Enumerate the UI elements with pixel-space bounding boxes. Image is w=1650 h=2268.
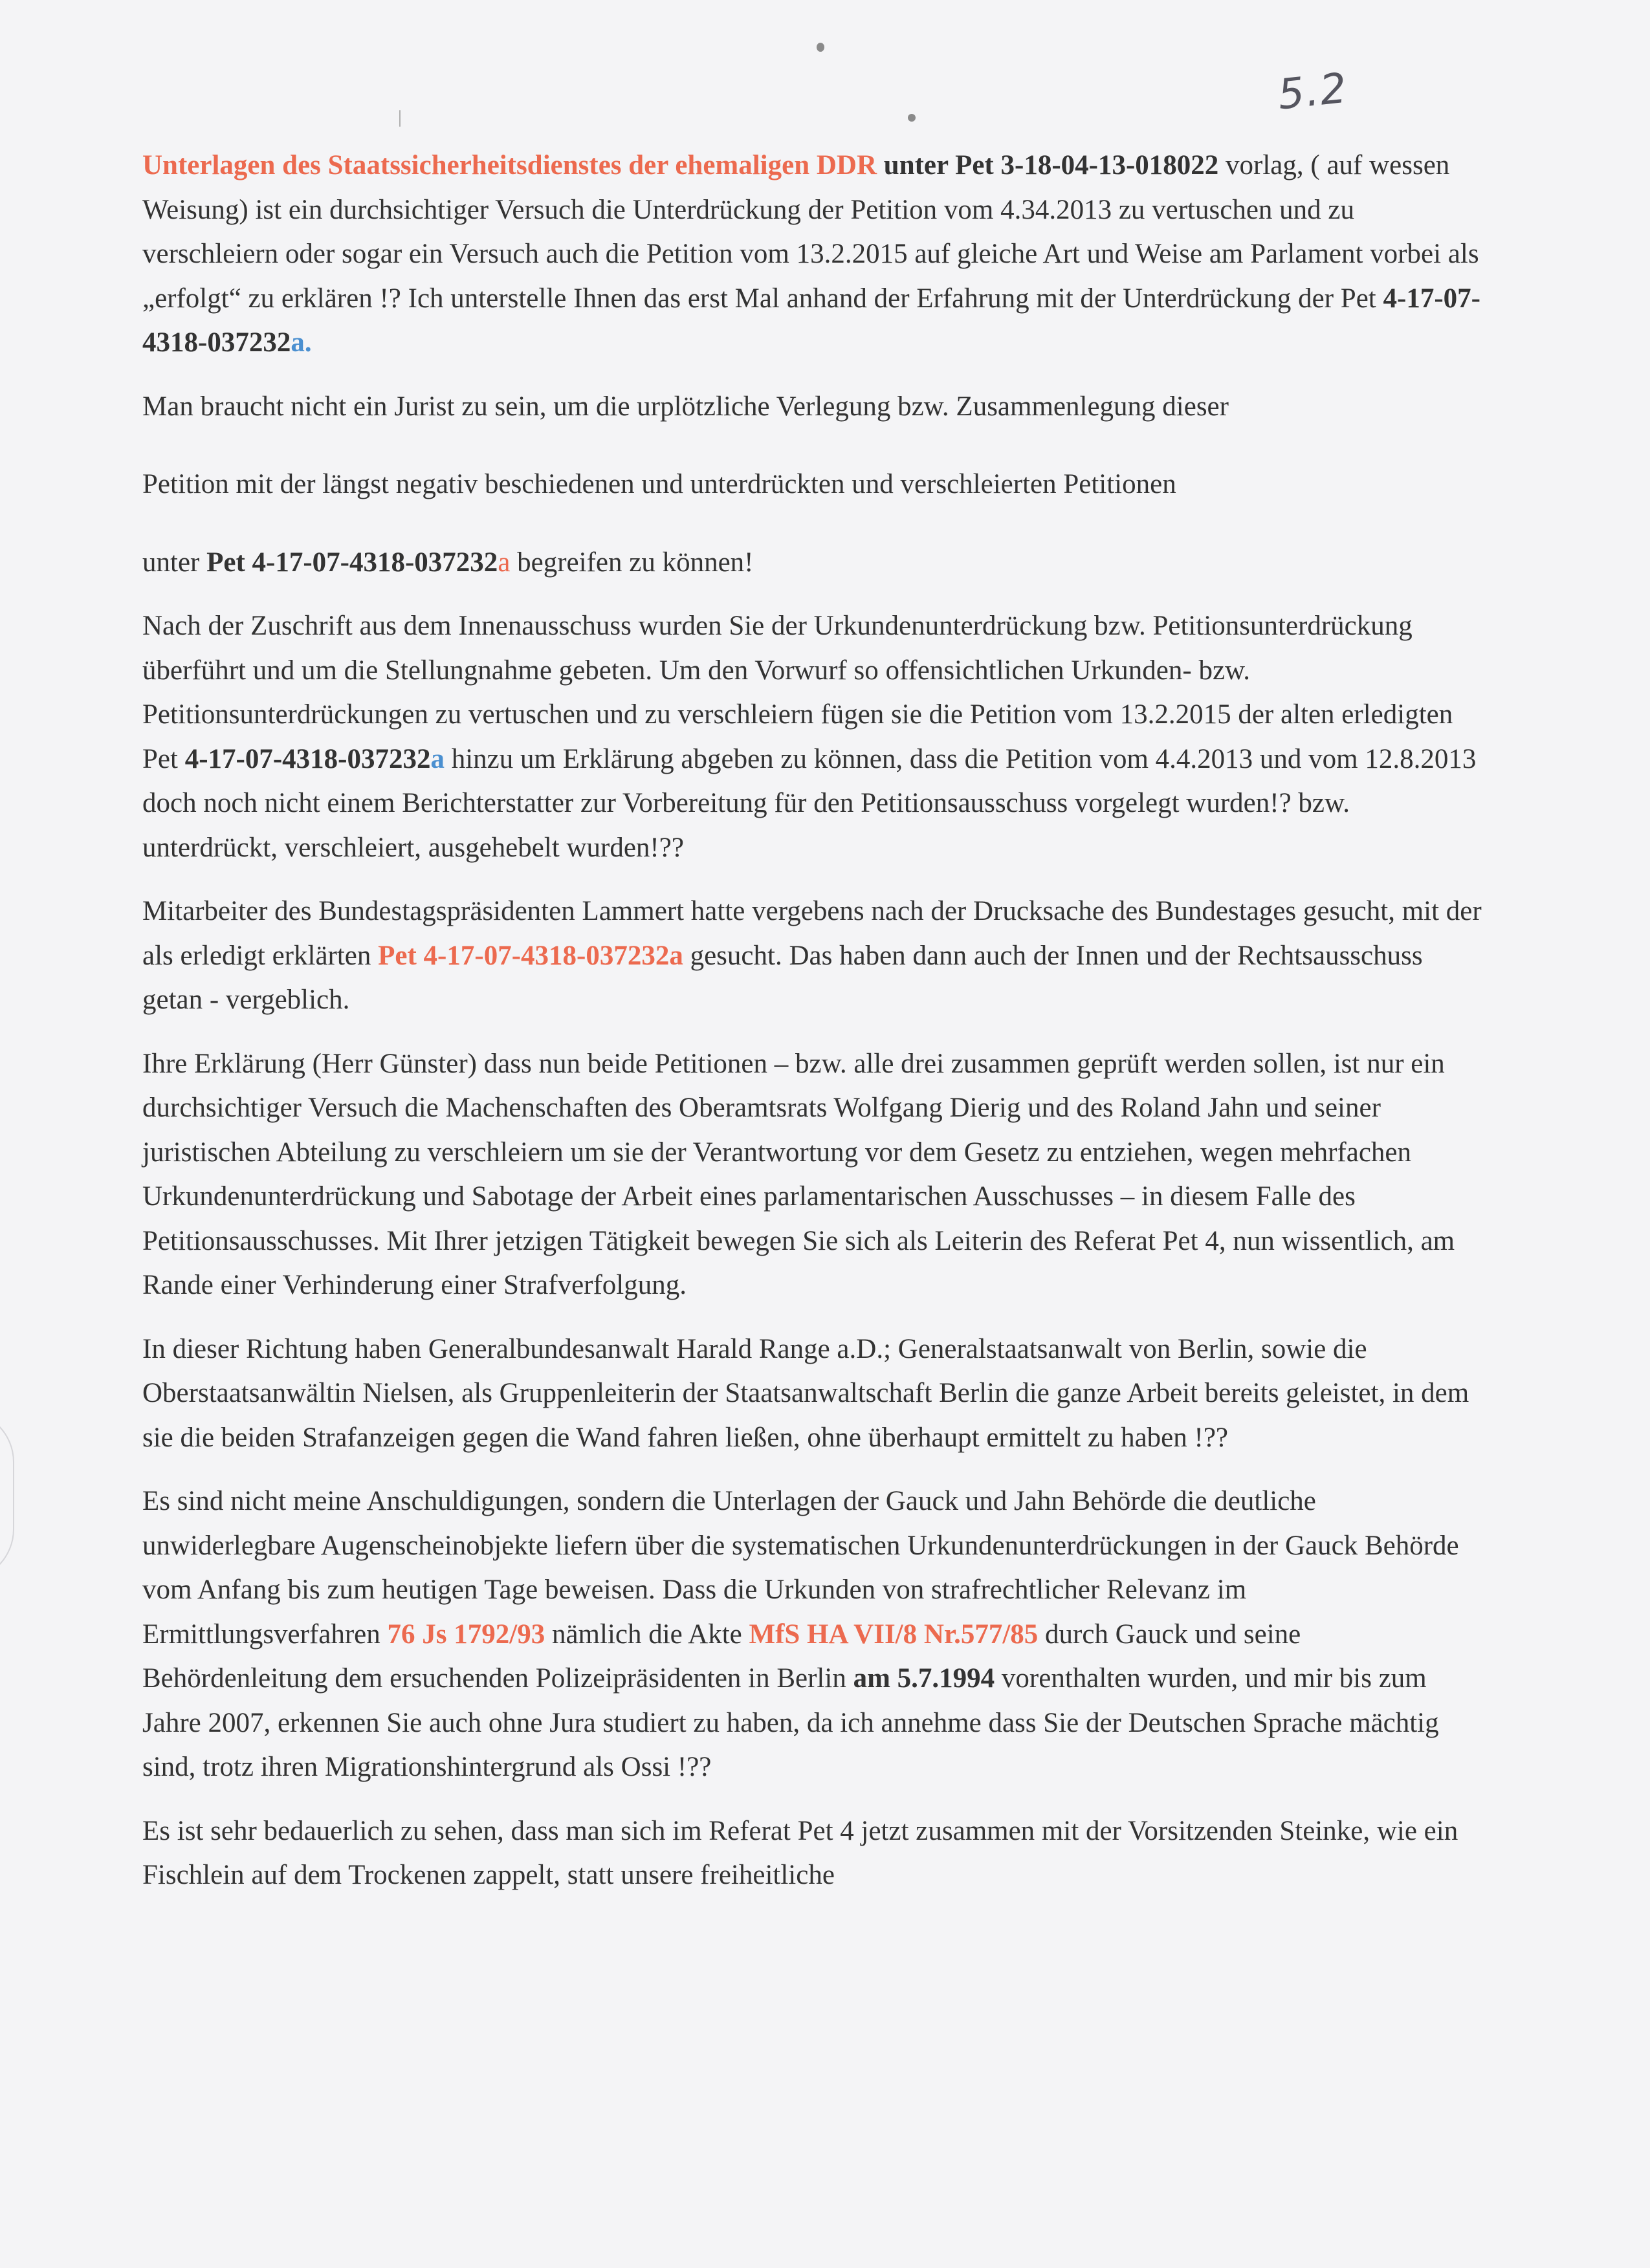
petition-number: Pet 4-17-07-4318-037232 <box>206 547 498 578</box>
paragraph-3: Petition mit der längst negativ beschiedenen und unterdrückten und verschleierten Petitionen <box>142 469 1176 499</box>
petition-number-highlight: Pet 4-17-07-4318-037232a <box>378 940 683 971</box>
paragraph-4 <box>142 541 1488 585</box>
letter-body <box>142 144 1488 1917</box>
highlighted-heading: Unterlagen des Staatssicherheitsdienstes der ehemaligen DDR <box>142 150 877 180</box>
petition-number: unter Pet 3-18-04-13-018022 <box>877 150 1219 180</box>
text-run: Es sind nicht meine Anschuldigungen, sondern die Unterlagen der Gauck und Jahn Behörde die deutliche unwiderlegbare Augenscheinobjekte liefern über die systematischen Urkundenunterdrückungen in der Gauck Behörde vom Anfang bis zum heutigen Tage beweisen. Dass die Urkunden von strafrechtlicher Relevanz im Ermittlungsverfahren <box>142 1486 1459 1650</box>
text-run: Nach der Zuschrift aus dem Innenausschuss wurden Sie der Urkundenunterdrückung bzw. Petitionsunterdrückung überführt und um die Stellungnahme gebeten. Um den Vorwurf so offensichtlichen Urkunden- bzw. Petitionsunterdrückungen zu vertuschen und zu verschleiern fügen sie die Petition vom 13.2.2015 der alten erledigten Pet <box>142 611 1453 774</box>
file-reference: MfS HA VII/8 Nr.577/85 <box>749 1619 1039 1650</box>
text-run: Mitarbeiter des Bundestagspräsidenten Lammert hatte vergebens nach der Drucksache des Bundestages gesucht, mit der als erledigt erklärten <box>142 896 1482 971</box>
text-run: gesucht. Das haben dann auch der Innen und der Rechtsausschuss getan - vergeblich. <box>142 940 1423 1015</box>
petition-suffix: a. <box>291 327 312 358</box>
case-number: 76 Js 1792/93 <box>387 1619 545 1650</box>
paragraph-5 <box>142 604 1488 870</box>
scan-edge-artifact <box>0 1410 14 1581</box>
petition-number: 4-17-07-4318-037232 <box>184 743 431 774</box>
scan-speck <box>908 114 916 122</box>
text-run: nämlich die Akte <box>545 1619 749 1650</box>
petition-suffix: a <box>498 547 511 578</box>
text-run: hinzu um Erklärung abgeben zu können, dass die Petition vom 4.4.2013 und vom 12.8.2013 doch noch nicht einem Berichterstatter zur Vorbereitung für den Petitionsausschuss vorgelegt wurden!? bzw. unterdrückt, verschleiert, ausgehebelt wurden!?? <box>142 743 1477 863</box>
paragraph-6 <box>142 889 1488 1023</box>
paragraph-2: Man braucht nicht ein Jurist zu sein, um die urplötzliche Verlegung bzw. Zusammenlegung dieser <box>142 391 1229 422</box>
scan-speck <box>399 110 401 127</box>
text-run: begreifen zu können! <box>510 547 754 578</box>
petition-number: 4-17-07-4318-037232 <box>142 283 1480 358</box>
date-highlight: am 5.7.1994 <box>853 1663 995 1694</box>
petition-suffix: a <box>430 743 445 774</box>
text-run: vorenthalten wurden, und mir bis zum Jahre 2007, erkennen Sie auch ohne Jura studiert zu haben, da ich annehme dass Sie der Deutschen Sprache mächtig sind, trotz ihren Migrationshintergrund als Ossi !?? <box>142 1663 1439 1782</box>
text-run: vorlag, ( auf wessen Weisung) ist ein durchsichtiger Versuch die Unterdrückung der Petition vom 4.34.2013 zu vertuschen und zu verschleiern oder sogar ein Versuch auch die Petition vom 13.2.2015 auf gleiche Art und Weise am Parlament vorbei als „erfolgt“ zu erklären !? Ich unterstelle Ihnen das erst Mal anhand der Erfahrung mit der Unterdrückung der Pet <box>142 150 1479 314</box>
text-run: durch Gauck und seine Behördenleitung dem ersuchenden Polizeipräsidenten in Berlin <box>142 1619 1301 1694</box>
scan-speck <box>817 43 824 52</box>
paragraph-1 <box>142 144 1488 365</box>
text-run: unter <box>142 547 207 578</box>
paragraph-10: Es ist sehr bedauerlich zu sehen, dass man sich im Referat Pet 4 jetzt zusammen mit der Vorsitzenden Steinke, wie ein Fischlein auf dem Trockenen zappelt, statt unsere freiheitliche <box>142 1815 1458 1890</box>
paragraph-8: In dieser Richtung haben Generalbundesanwalt Harald Range a.D.; Generalstaatsanwalt von Berlin, sowie die Oberstaatsanwältin Nielsen, als Gruppenleiterin der Staatsanwaltschaft Berlin die ganze Arbeit bereits geleistet, in dem sie die beiden Strafanzeigen gegen die Wand fahren ließen, ohne überhaupt ermittelt zu haben !?? <box>142 1333 1469 1453</box>
page-number: 5.2 <box>1275 64 1350 120</box>
paragraph-9 <box>142 1479 1488 1790</box>
paragraph-7: Ihre Erklärung (Herr Günster) dass nun beide Petitionen – bzw. alle drei zusammen geprüft werden sollen, ist nur ein durchsichtiger Versuch die Machenschaften des Oberamtsrats Wolfgang Dierig und des Roland Jahn und seiner juristischen Abteilung zu verschleiern um sie der Verantwortung vor dem Gesetz zu entziehen, wegen mehrfachen Urkundenunterdrückung und Sabotage der Arbeit eines parlamentarischen Ausschusses – in diesem Falle des Petitionsausschusses. Mit Ihrer jetzigen Tätigkeit bewegen Sie sich als Leiterin des Referat Pet 4, nun wissentlich, am Rande einer Verhinderung einer Strafverfolgung. <box>142 1048 1455 1300</box>
